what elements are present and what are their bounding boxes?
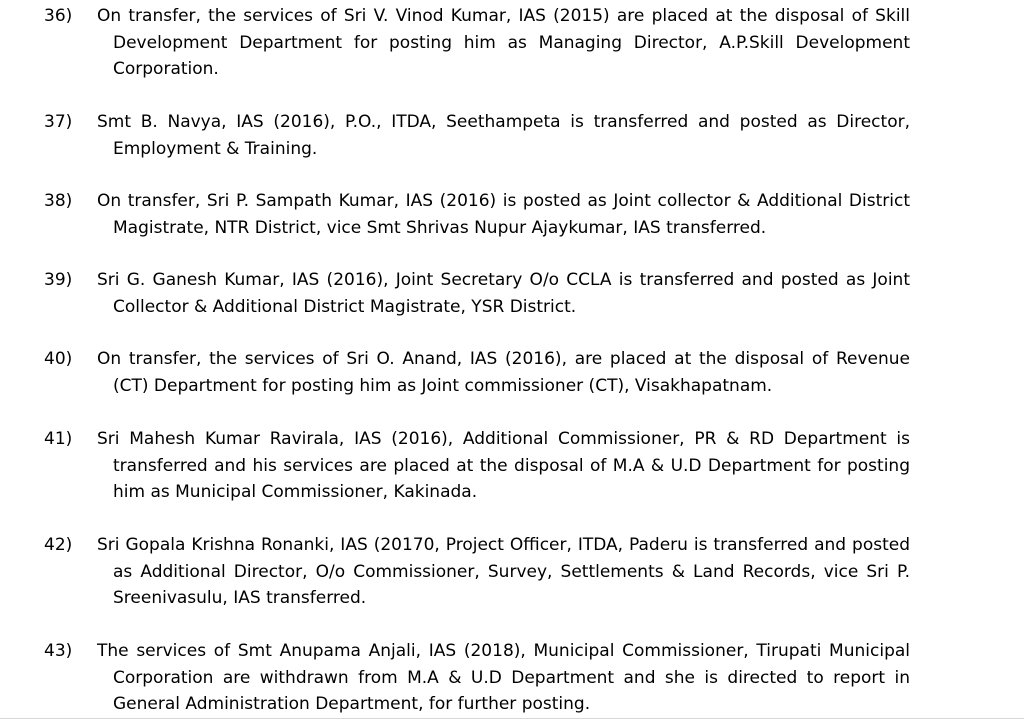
item-text: On transfer, Sri P. Sampath Kumar, IAS (2016) is posted as Joint collector & Additional District Magistrate, NTR District, vice Smt Shrivas Nupur Ajaykumar, IAS transferred. (97, 191, 910, 238)
item-text: Smt B. Navya, IAS (2016), P.O., ITDA, Seethampeta is transferred and posted as Director, Employment & Training. (97, 112, 910, 159)
item-text: The services of Smt Anupama Anjali, IAS (2018), Municipal Commissioner, Tirupati Municipal Corporation are withdrawn from M.A & U.D Department and she is directed to report in General Administration Department, for further posting. (97, 641, 910, 714)
item-number: 37) (44, 112, 73, 132)
item-number: 36) (44, 6, 73, 26)
item-number: 43) (44, 641, 73, 661)
item-text: Sri Mahesh Kumar Ravirala, IAS (2016), Additional Commissioner, PR & RD Department is transferred and his services are placed at the disposal of M.A & U.D Department for posting him as Municipal Commissioner, Kakinada. (97, 429, 910, 502)
item-number: 40) (44, 349, 73, 369)
item-number: 39) (44, 270, 73, 290)
item-number: 41) (44, 429, 73, 449)
item-text: Sri G. Ganesh Kumar, IAS (2016), Joint Secretary O/o CCLA is transferred and posted as Joint Collector & Additional District Magistrate, YSR District. (97, 270, 910, 317)
item-number: 38) (44, 191, 73, 211)
item-text: Sri Gopala Krishna Ronanki, IAS (20170, Project Officer, ITDA, Paderu is transferred and posted as Additional Director, O/o Commissioner, Survey, Settlements & Land Records, vice Sri P. Sreenivasulu, IAS transferred. (97, 535, 910, 608)
page-bottom-divider (0, 718, 1024, 719)
item-text: On transfer, the services of Sri V. Vinod Kumar, IAS (2015) are placed at the disposal of Skill Development Department for posting him as Managing Director, A.P.Skill Development Corporation. (97, 6, 910, 79)
item-text: On transfer, the services of Sri O. Anand, IAS (2016), are placed at the disposal of Revenue (CT) Department for posting him as Joint commissioner (CT), Visakhapatnam. (97, 349, 910, 396)
item-number: 42) (44, 535, 73, 555)
